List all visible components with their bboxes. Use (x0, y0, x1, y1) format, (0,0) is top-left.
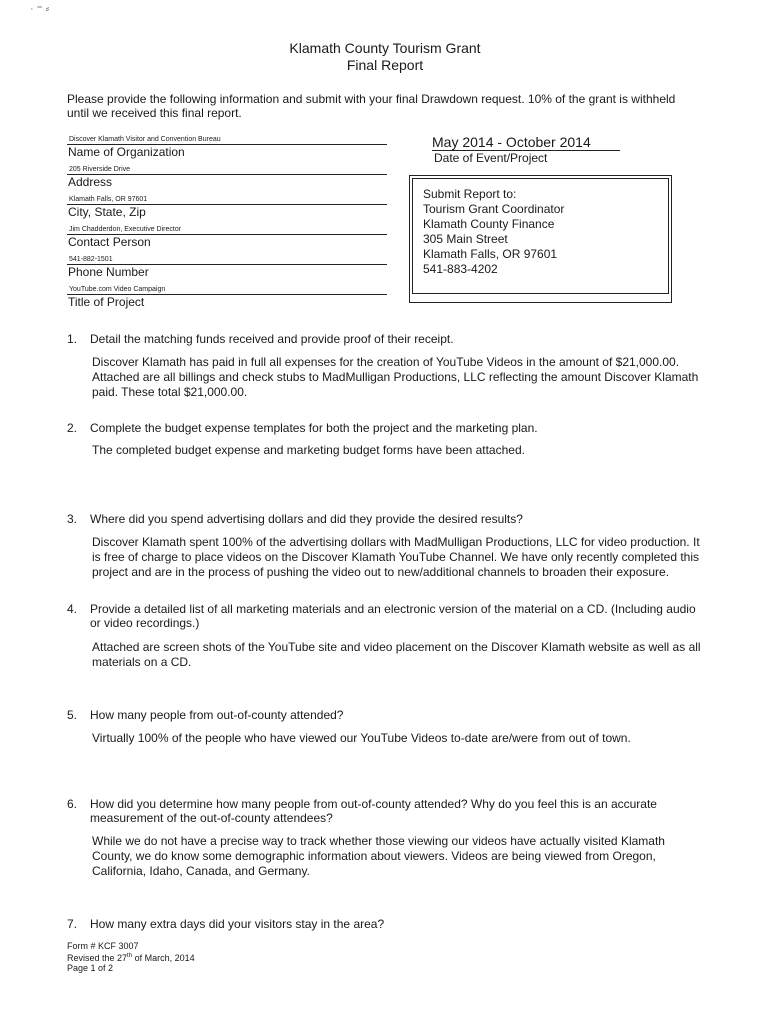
question-number: 2. (67, 421, 78, 435)
field-project-title (67, 285, 387, 309)
question-6 (67, 797, 707, 825)
question-text: Provide a detailed list of all marketing materials and an electronic version of the material on a CD. (Including audio or video recordings.) (90, 602, 696, 630)
answer-6: While we do not have a precise way to track whether those viewing our videos have actually visited Klamath County, we do know some demographic information about viewers. Videos are being viewed from Oregon, California, Idaho, Canada, and Germany. (92, 834, 665, 878)
submit-heading: Submit Report to: (423, 187, 517, 201)
question-text: Complete the budget expense templates for both the project and the marketing plan. (90, 421, 538, 435)
page-number: Page 1 of 2 (67, 963, 114, 973)
field-address (67, 165, 387, 189)
question-number: 4. (67, 602, 78, 616)
document-title (0, 40, 770, 74)
question-number: 6. (67, 797, 78, 811)
submit-line-2: Klamath County Finance (423, 217, 555, 231)
field-value: Jim Chadderdon, Executive Director (69, 226, 182, 233)
answer-2: The completed budget expense and marketing budget forms have been attached. (92, 443, 525, 457)
question-number: 7. (67, 917, 78, 931)
question-text: How did you determine how many people from out-of-county attended? Why do you feel this is an accurate measurement of the out-of-county attendees? (90, 797, 657, 825)
field-event-date (432, 134, 620, 165)
question-text: Detail the matching funds received and provide proof of their receipt. (90, 332, 454, 346)
field-organization (67, 135, 387, 159)
field-phone-number (67, 255, 387, 279)
event-date-value: May 2014 - October 2014 (432, 134, 620, 151)
intro-paragraph: Please provide the following information and submit with your final Drawdown request. 10% of the grant is withheld until we received this final report. (67, 92, 676, 120)
field-label: Title of Project (68, 295, 145, 309)
event-date-label: Date of Event/Project (434, 151, 548, 165)
revision-ordinal: th (127, 953, 133, 959)
field-label: Address (68, 175, 113, 189)
revision-date (67, 951, 195, 963)
field-city-state-zip (67, 195, 387, 219)
field-value: YouTube.com Video Campaign (69, 286, 166, 293)
question-1 (67, 332, 707, 346)
submit-line-3: 305 Main Street (423, 232, 508, 246)
scan-artifact: · ⁼ ⸗ (30, 3, 50, 15)
submit-line-4: Klamath Falls, OR 97601 (423, 247, 558, 261)
question-7 (67, 917, 707, 931)
answer-5: Virtually 100% of the people who have viewed our YouTube Videos to-date are/were from out of town. (92, 731, 631, 745)
field-label: Name of Organization (68, 145, 185, 159)
question-text: How many extra days did your visitors stay in the area? (90, 917, 385, 931)
field-value: Discover Klamath Visitor and Convention Bureau (69, 136, 221, 143)
revision-prefix: Revised the 27 (67, 953, 128, 963)
title-line-2: Final Report (346, 57, 424, 73)
submit-report-inner (412, 178, 669, 294)
question-5 (67, 708, 707, 722)
submit-line-1: Tourism Grant Coordinator (423, 202, 565, 216)
answer-4: Attached are screen shots of the YouTube site and video placement on the Discover Klamath website as well as all materials on a CD. (92, 640, 701, 669)
question-4 (67, 602, 707, 630)
submit-report-box (409, 175, 672, 303)
question-text: Where did you spend advertising dollars and did they provide the desired results? (90, 512, 523, 526)
question-number: 1. (67, 332, 78, 346)
field-value: 541-882-1501 (69, 256, 113, 263)
field-value: Klamath Falls, OR 97601 (69, 196, 148, 203)
question-number: 3. (67, 512, 78, 526)
revision-suffix: of March, 2014 (132, 953, 195, 963)
field-value: 205 Riverside Drive (69, 166, 131, 173)
form-footer (67, 941, 195, 973)
question-2 (67, 421, 707, 435)
question-text: How many people from out-of-county attended? (90, 708, 344, 722)
title-line-1: Klamath County Tourism Grant (289, 40, 481, 56)
field-contact-person (67, 225, 387, 249)
field-label: Contact Person (68, 235, 151, 249)
submit-line-5: 541-883-4202 (423, 262, 498, 276)
answer-1: Discover Klamath has paid in full all expenses for the creation of YouTube Videos in the amount of $21,000.00. Attached are all billings and check stubs to MadMulligan Productions, LLC reflecting the amount Discover Klamath paid. These total $21,000.00. (92, 355, 699, 399)
question-number: 5. (67, 708, 78, 722)
field-label: City, State, Zip (68, 205, 146, 219)
question-3 (67, 512, 707, 526)
form-number: Form # KCF 3007 (67, 941, 139, 951)
answer-3: Discover Klamath spent 100% of the advertising dollars with MadMulligan Productions, LLC for video production. It is free of charge to place videos on the Discover Klamath YouTube Channel. We have only recently completed this project and are in the process of pushing the video out to new/additional channels to broaden their exposure. (92, 535, 700, 579)
field-label: Phone Number (68, 265, 149, 279)
